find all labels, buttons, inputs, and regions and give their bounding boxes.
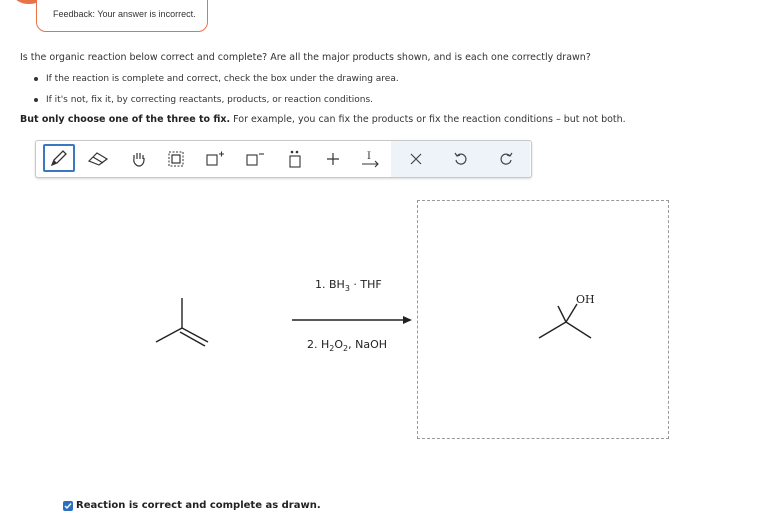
redo-button[interactable] xyxy=(493,146,519,172)
bullet-item: If the reaction is complete and correct, check the box under the drawing area. xyxy=(34,74,399,84)
svg-text:I: I xyxy=(367,151,371,162)
add-reaction-sign-button[interactable] xyxy=(320,146,346,172)
correct-checkbox-row[interactable] xyxy=(63,500,321,511)
checkmark-icon xyxy=(64,502,72,510)
product-bond xyxy=(539,322,566,338)
negative-charge-button[interactable] xyxy=(242,146,268,172)
select-box-icon xyxy=(167,150,185,168)
reactant-structure[interactable] xyxy=(150,292,214,350)
product-structure[interactable] xyxy=(535,288,599,344)
lone-pair-button[interactable] xyxy=(282,146,308,172)
clear-icon xyxy=(409,152,423,166)
redo-icon xyxy=(498,151,514,167)
hand-tool-button[interactable] xyxy=(126,146,152,172)
positive-charge-button[interactable] xyxy=(202,146,228,172)
select-tool-button[interactable] xyxy=(163,146,189,172)
reagent-step-2[interactable]: 2. $H_2O_2$, NaOH xyxy=(307,338,388,354)
bullet-dot-icon xyxy=(34,98,38,102)
undo-icon xyxy=(453,151,469,167)
instruction-text: But only choose one of the three to fix. For example, you can fix the products or fix the reaction conditions – but not both. xyxy=(20,114,626,125)
drawing-toolbar xyxy=(35,140,532,178)
bullet-dot-icon xyxy=(34,77,38,81)
product-bond xyxy=(566,322,591,338)
arrow-text-icon xyxy=(360,149,382,169)
feedback-banner xyxy=(36,0,208,32)
product-bond-oh xyxy=(566,304,577,322)
question-text: Is the organic reaction below correct and complete? Are all the major products shown, and is each one correctly drawn? xyxy=(20,52,591,63)
arrow-text-button[interactable] xyxy=(358,146,384,172)
undo-button[interactable] xyxy=(448,146,474,172)
product-bond xyxy=(558,306,566,322)
correct-checkbox[interactable] xyxy=(63,501,73,511)
bullet-item: If it's not, fix it, by correcting reactants, products, or reaction conditions. xyxy=(34,95,373,105)
lone-pair-icon xyxy=(286,149,304,169)
pencil-icon xyxy=(49,148,69,168)
pencil-tool-button[interactable] xyxy=(43,144,75,172)
correct-checkbox-label: Reaction is correct and complete as drawn. xyxy=(76,500,321,511)
charge-minus-icon xyxy=(245,150,265,168)
reactant-bond xyxy=(156,328,182,342)
plus-icon xyxy=(325,151,341,167)
hand-icon xyxy=(130,150,148,168)
reagent-step-1[interactable]: 1. $BH_3$ · THF xyxy=(315,278,382,294)
eraser-icon xyxy=(87,151,109,167)
charge-plus-icon xyxy=(205,150,225,168)
eraser-tool-button[interactable] xyxy=(85,146,111,172)
clear-button[interactable] xyxy=(403,146,429,172)
feedback-text: Feedback: Your answer is incorrect. xyxy=(53,9,196,19)
reaction-arrow[interactable] xyxy=(291,314,415,326)
product-oh-label: OH xyxy=(576,293,595,306)
